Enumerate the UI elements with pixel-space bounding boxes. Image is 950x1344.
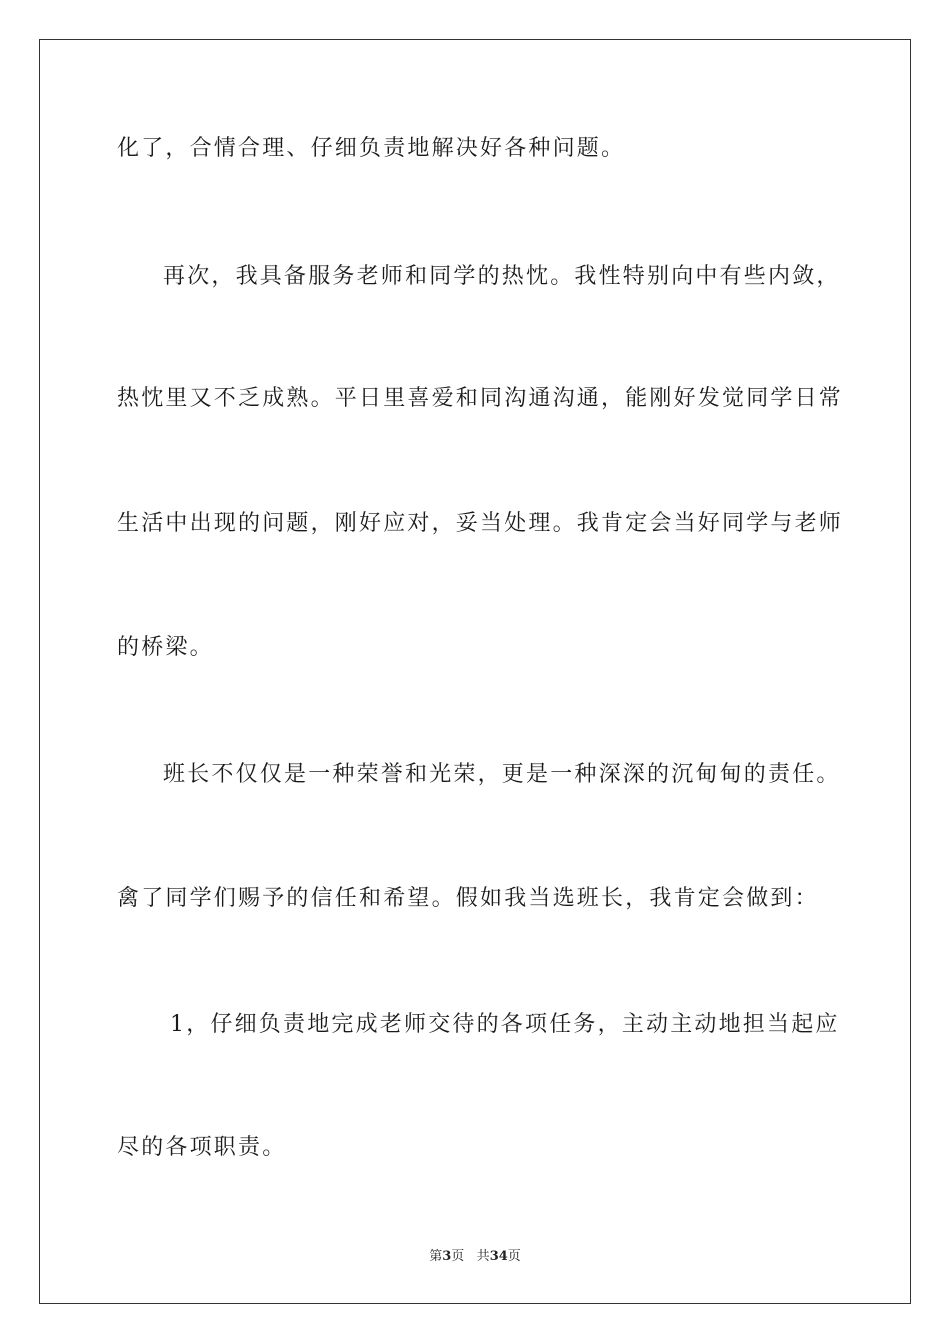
paragraph-line-9: 尽的各项职责。 [117,1135,287,1160]
page-footer [0,1248,950,1266]
footer-page-suffix: 页 [451,1249,465,1264]
paragraph-line-7: 禽了同学们赐予的信任和希望。假如我当选班长，我肯定会做到： [117,886,819,911]
footer-total-pages: 34 [489,1249,508,1264]
paragraph-line-8: 1，仔细负责地完成老师交待的各项任务，主动主动地担当起应 [170,1012,840,1037]
paragraph-line-2: 再次，我具备服务老师和同学的热忱。我性特别向中有些内敛， [163,264,841,289]
paragraph-line-6: 班长不仅仅是一种荣誉和光荣，更是一种深深的沉甸甸的责任。 [163,762,841,787]
page-border [39,39,911,1304]
paragraph-line-4: 生活中出现的问题，刚好应对，妥当处理。我肯定会当好同学与老师 [117,511,844,536]
footer-page-number: 3 [442,1249,452,1264]
footer-total-suffix: 页 [507,1249,521,1264]
paragraph-line-1: 化了，合情合理、仔细负责地解决好各种问题。 [117,136,626,161]
footer-total-prefix: 共 [476,1249,490,1264]
footer-page-prefix: 第 [429,1249,443,1264]
paragraph-line-5: 的桥梁。 [117,635,214,660]
paragraph-line-3: 热忱里又不乏成熟。平日里喜爱和同沟通沟通，能刚好发觉同学日常 [117,386,844,411]
